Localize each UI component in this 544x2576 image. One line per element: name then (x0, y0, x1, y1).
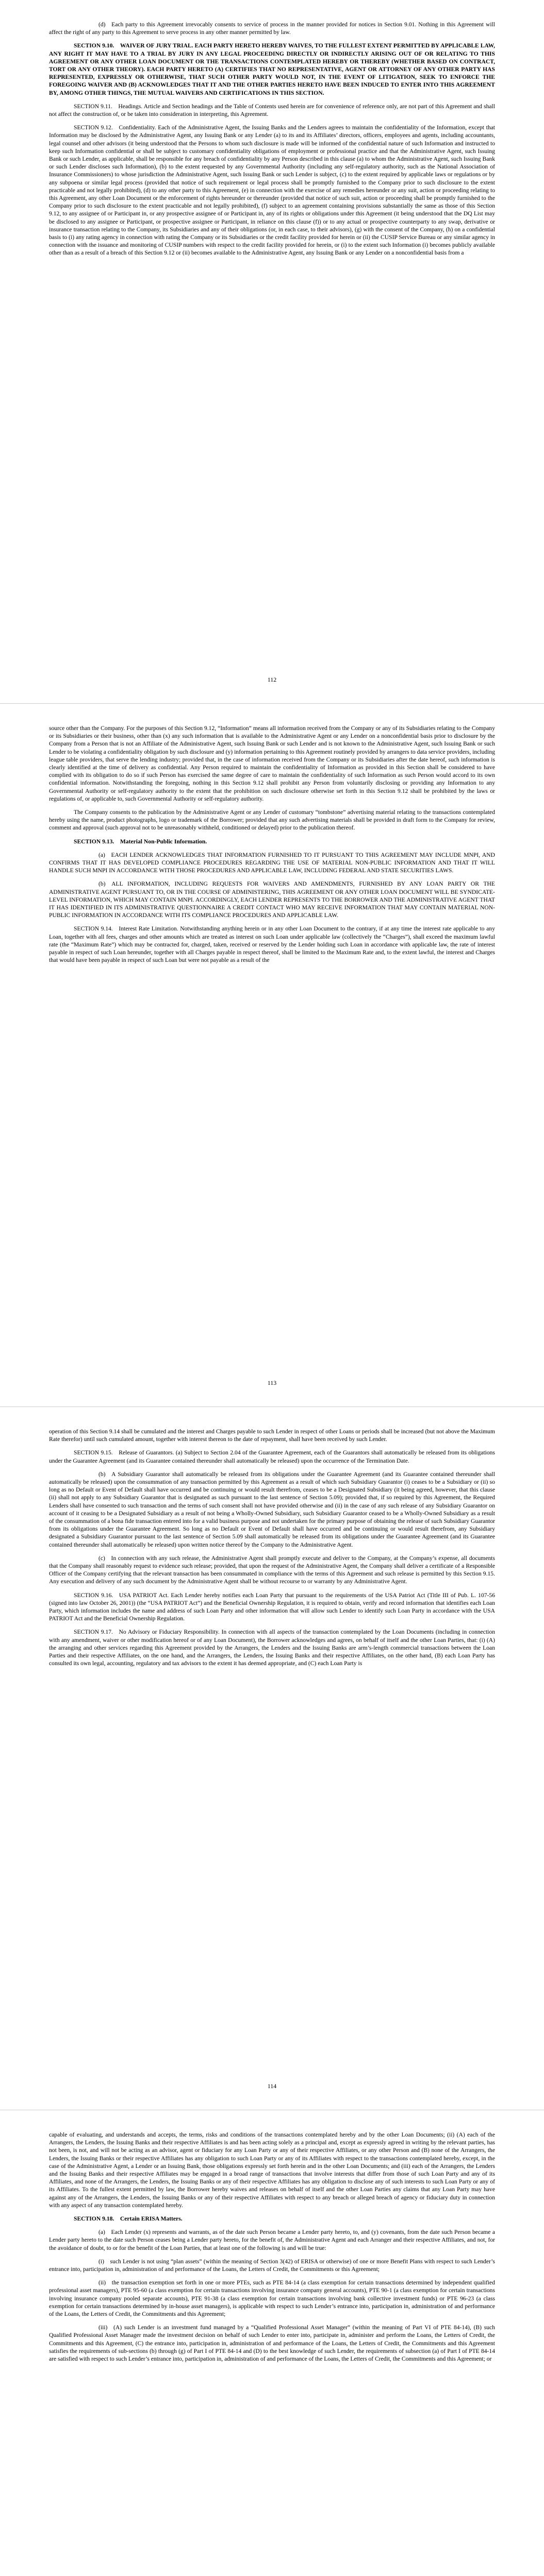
section-9-11-headings: SECTION 9.11. Headings. Article and Section headings and the Table of Contents used herein are for convenience of reference only, are not part of this Agreement and shall not affect the construction of, or be taken into consideration in interpreting, this Agreement. (49, 103, 495, 118)
page-number: 112 (267, 676, 277, 683)
paragraph-tombstone-consent: The Company consents to the publication by the Administrative Agent or any Lender of customary “tombstone” advertising material relating to the transactions contemplated hereby using the name, product photographs, logo or trademark of the Borrower; provided that any such advertising materials shall be provided in draft form to the Company for review, comment and approval (such approval not to be unreasonably withheld, conditioned or delayed) prior to the publication thereof. (49, 809, 495, 832)
paragraph-9-13-a: (a) EACH LENDER ACKNOWLEDGES THAT INFORMATION FURNISHED TO IT PURSUANT TO THIS AGREEMENT MAY INCLUDE MNPI, AND CONFIRMS THAT IT HAS DEVELOPED COMPLIANCE PROCEDURES REGARDING THE USE OF MATERIAL NON-PUBLIC INFORMATION AND THAT IT WILL HANDLE SUCH MNPI IN ACCORDANCE WITH THOSE PROCEDURES AND APPLICABLE LAW, INCLUDING FEDERAL AND STATE SECURITIES LAWS. (49, 851, 495, 874)
paragraph-9-09-d: (d) Each party to this Agreement irrevocably consents to service of process in the manner provided for notices in Section 9.01. Nothing in this Agreement will affect the right of any party to this Agreement to serve process in any other manner permitted by law. (49, 21, 495, 36)
section-9-16-patriot-act: SECTION 9.16. USA PATRIOT Act. Each Lender hereby notifies each Loan Party that pursuant to the requirements of the USA Patriot Act (Title III of Pub. L. 107-56 (signed into law October 26, 2001)) (the “USA PATRIOT Act”) and the Beneficial Ownership Regulation, it is required to obtain, verify and record information that identifies each Loan Party, which information includes the name and address of such Loan Party and other information that will allow such Lender to identify such Loan Party in accordance with the USA PATRIOT Act and the Beneficial Ownership Regulation. (49, 1591, 495, 1622)
paragraph-9-18-a-i: (i) such Lender is not using “plan assets” (within the meaning of Section 3(42) of ERISA or otherwise) of one or more Benefit Plans with respect to such Lender’s entrance into, participation in, administration of and performance of the Loans, the Letters of Credit, the Commitments or this Agreement; (49, 2258, 495, 2273)
page-body (49, 2131, 495, 2368)
paragraph-9-15-c: (c) In connection with any such release, the Administrative Agent shall promptly execute and deliver to the Company, at the Company’s expense, all documents that the Company shall reasonably request to evidence such release; provided, that upon the request of the Administrative Agent, the Company shall deliver a certificate of a Responsible Officer of the Company certifying that the relevant transaction has been consummated in compliance with the terms of this Agreement and such release is permitted by this Section 9.15. Any execution and delivery of any such document by the Administrative Agent shall be without recourse to or warranty by any Administrative Agent. (49, 1554, 495, 1585)
page-number: 113 (267, 1379, 277, 1386)
document-page-113 (0, 703, 544, 1406)
section-9-13-heading: SECTION 9.13. Material Non-Public Information. (74, 838, 207, 845)
page-body (49, 21, 495, 263)
section-9-12-confidentiality: SECTION 9.12. Confidentiality. Each of the Administrative Agent, the Issuing Banks and the Lenders agrees to maintain the confidentiality of the Information, except that Information may be disclosed by the Administrative Agent, any Issuing Bank or any Lender (a) to its and its Affiliates’ directors, officers, employees and agents, including accountants, legal counsel and other advisors (it being understood that the Persons to whom such disclosure is made will be informed of the confidential nature of such Information and instructed to keep such Information confidential or shall be subject to customary confidentiality obligations of employment or professional practice and that the Administrative Agent, such Issuing Bank or such Lender, as applicable, shall be responsible for any breach of confidentiality by any Person described in this clause (a) to whom the Administrative Agent, such Issuing Bank or such Lender discloses such Information), (b) to the extent requested by any Governmental Authority (including any self-regulatory authority, such as the National Association of Insurance Commissioners) to whose jurisdiction the Administrative Agent, such Issuing Bank or such Lender is subject, (c) to the extent required by applicable laws or regulations or by any subpoena or similar legal process (provided that notice of such requirement or legal process shall be promptly furnished to the Company prior to such disclosure to the extent practicable and not legally prohibited), (d) to any other party to this Agreement, (e) in connection with the exercise of any remedies hereunder or any suit, action or proceeding relating to this Agreement, any other Loan Document or the enforcement of rights hereunder or thereunder (provided that notice of such suit, action or proceeding shall be promptly furnished to the Company prior to such disclosure to the extent practicable and not legally prohibited), (f) subject to an agreement containing provisions substantially the same as those of this Section 9.12, to any assignee of or Participant in, or any prospective assignee of or Participant in, any of its rights or obligations under this Agreement (it being understood that the DQ List may be disclosed to any assignee or Participant, or prospective assignee or Participant, in reliance on this clause (f)) or to any actual or prospective counterparty to any swap, derivative or insurance transaction relating to the Company, its Subsidiaries and any of their obligations (or, in each case, to their advisors), (g) with the consent of the Company, (h) on a confidential basis to (i) any rating agency in connection with rating the Company or its Subsidiaries or the credit facility provided for herein or (ii) the CUSIP Service Bureau or any similar agency in connection with the issuance and monitoring of CUSIP numbers with respect to the credit facility provided for herein, or (i) to the extent such Information (i) becomes publicly available other than as a result of a breach of this Section 9.12 or (ii) becomes available to the Administrative Agent, any Issuing Bank or any Lender on a nonconfidential basis from a (49, 124, 495, 257)
paragraph-9-18-a-ii: (ii) the transaction exemption set forth in one or more PTEs, such as PTE 84-14 (a class exemption for certain transactions determined by independent qualified professional asset managers), PTE 95-60 (a class exemption for certain transactions involving insurance company general accounts), PTE 90-1 (a class exemption for certain transactions involving insurance company pooled separate accounts), PTE 91-38 (a class exemption for certain transactions involving bank collective investment funds) or PTE 96-23 (a class exemption for certain transactions determined by in-house asset managers), is applicable with respect to such Lender’s entrance into, participation in, administration of and performance of the Loans, the Letters of Credit, the Commitments and this Agreement; (49, 2279, 495, 2318)
document-page-112 (0, 0, 544, 703)
paragraph-9-18-a: (a) Each Lender (x) represents and warrants, as of the date such Person became a Lender party hereto, to, and (y) covenants, from the date such Person became a Lender party hereto to the date such Person ceases being a Lender party hereto, for the benefit of, the Administrative Agent and each Arranger and their respective Affiliates, and not, for the avoidance of doubt, to or for the benefit of the Loan Parties, that at least one of the following is and will be true: (49, 2229, 495, 2251)
paragraph-9-14-continued: operation of this Section 9.14 shall be cumulated and the interest and Charges payable to such Lender in respect of other Loans or periods shall be increased (but not above the Maximum Rate therefor) until such cumulated amount, together with interest thereon to the date of repayment, shall have been received by such Lender. (49, 1428, 495, 1443)
paragraph-9-15-b: (b) A Subsidiary Guarantor shall automatically be released from its obligations under the Guarantee Agreement (and its Guarantee contained thereunder shall automatically be released) upon the consummation of any transaction permitted by this Agreement as a result of which such Subsidiary Guarantor (i) ceases to be a Subsidiary or (ii) so long as no Default or Event of Default shall have occurred and be continuing or would result therefrom, ceases to be a Designated Subsidiary (it being agreed, however, that this clause (ii) shall not apply to any Subsidiary Guarantor that is designated as such pursuant to the last sentence of Section 5.09); provided that, if so required by this Agreement, the Required Lenders shall have consented to such transaction and the terms of such consent shall not have provided otherwise and (ii) in the case of any such release of any Subsidiary Guarantor on account of it ceasing to be a Designated Subsidiary as a result of not being a Wholly-Owned Subsidiary, such Subsidiary Guarantor ceased to be a Wholly-Owned Subsidiary as a result of the consummation of a bona fide transaction entered into for a valid business purpose and not undertaken for the primary purpose of obtaining the release of such Subsidiary Guarantor from its obligations under the Guarantee Agreement. So long as no Default or Event of Default shall have occurred and be continuing or would result therefrom, any Subsidiary designated a Subsidiary Guarantor pursuant to the last sentence of Section 5.09 shall automatically be released from its obligations under the Guarantee Agreement (and its Guarantee contained thereunder shall automatically be released) upon written notice thereof by the Company to the Administrative Agent. (49, 1470, 495, 1548)
page-body (49, 1428, 495, 1673)
paragraph-information-definition: source other than the Company. For the purposes of this Section 9.12, “Information” means all information received from the Company or any of its Subsidiaries relating to the Company or its Subsidiaries or their business, other than (x) any such information that is available to the Administrative Agent or any Lender on a nonconfidential basis prior to disclosure by the Company from a Person that is not an Affiliate of the Administrative Agent, such Issuing Bank or such Lender and is not known to the Administrative Agent, such Issuing Bank or such Lender to be violating a confidentiality obligation by such disclosure and (y) information pertaining to this Agreement routinely provided by arrangers to data service providers, including league table providers, that serve the lending industry; provided that, in the case of information received from the Company or its Subsidiaries after the date hereof, such information is clearly identified at the time of delivery as confidential. Any Person required to maintain the confidentiality of Information as provided in this Section shall be considered to have complied with its obligation to do so if such Person has exercised the same degree of care to maintain the confidentiality of such Information as such Person would accord to its own confidential information. Notwithstanding the foregoing, nothing in this Section 9.12 shall prohibit any Person from voluntarily disclosing or providing any Information to any Governmental Authority or self-regulatory authority to the extent that the prohibition on such disclosure otherwise set forth in this Section 9.12 shall be prohibited by the laws or regulations of, or applicable to, such Governmental Authority or self-regulatory authority. (49, 725, 495, 802)
section-9-17-no-advisory: SECTION 9.17. No Advisory or Fiduciary Responsibility. In connection with all aspects of the transaction contemplated by the Loan Documents (including in connection with any amendment, waiver or other modification hereof or of any Loan Document), the Borrower acknowledges and agrees, on behalf of itself and the other Loan Parties, that: (i) (A) the arranging and other services regarding this Agreement provided by the Arrangers, the Lenders and the Issuing Banks are arm’s-length commercial transactions between the Loan Parties and their respective Affiliates, on the one hand, and the Arrangers, the Lenders, the Issuing Banks and their respective Affiliates, on the other hand, (B) each Loan Party has consulted its own legal, accounting, regulatory and tax advisors to the extent it has deemed appropriate, and (C) each Loan Party is (49, 1629, 495, 1667)
document-page-115 (0, 2110, 544, 2576)
section-9-10-jury-waiver: SECTION 9.10. WAIVER OF JURY TRIAL. EACH PARTY HERETO HEREBY WAIVES, TO THE FULLEST EXTENT PERMITTED BY APPLICABLE LAW, ANY RIGHT IT MAY HAVE TO A TRIAL BY JURY IN ANY LEGAL PROCEEDING DIRECTLY OR INDIRECTLY ARISING OUT OF OR RELATING TO THIS AGREEMENT OR ANY OTHER LOAN DOCUMENT OR THE TRANSACTIONS CONTEMPLATED HEREBY OR THEREBY (WHETHER BASED ON CONTRACT, TORT OR ANY OTHER THEORY). EACH PARTY HERETO (A) CERTIFIES THAT NO REPRESENTATIVE, AGENT OR ATTORNEY OF ANY OTHER PARTY HAS REPRESENTED, EXPRESSLY OR OTHERWISE, THAT SUCH OTHER PARTY WOULD NOT, IN THE EVENT OF LITIGATION, SEEK TO ENFORCE THE FOREGOING WAIVER AND (B) ACKNOWLEDGES THAT IT AND THE OTHER PARTIES HERETO HAVE BEEN INDUCED TO ENTER INTO THIS AGREEMENT BY, AMONG OTHER THINGS, THE MUTUAL WAIVERS AND CERTIFICATIONS IN THIS SECTION. (49, 42, 495, 96)
paragraph-9-17-continued: capable of evaluating, and understands and accepts, the terms, risks and conditions of the transactions contemplated hereby and by the other Loan Documents; (ii) (A) each of the Arrangers, the Lenders, the Issuing Banks and their respective Affiliates is and has been acting solely as a principal and, except as expressly agreed in writing by the relevant parties, has not been, is not, and will not be acting as an advisor, agent or fiduciary for any Loan Party or any of their respective Affiliates, or any other Person and (B) none of the Arrangers, the Lenders, the Issuing Banks or their respective Affiliates has any obligation to such Loan Party or any of its Affiliates with respect to the transactions contemplated hereby, except, in the case of the Administrative Agent, a Lender or an Issuing Bank, those obligations expressly set forth herein and in the other Loan Documents; and (iii) each of the Arrangers, the Lenders and the Issuing Banks and their respective Affiliates may be engaged in a broad range of transactions that involve interests that differ from those of such Loan Party and any of its Affiliates, and none of the Arrangers, the Lenders, the Issuing Banks or any of their respective Affiliates has any obligation to disclose any of such interests to such Loan Party or any of its Affiliates. To the fullest extent permitted by law, the Borrower hereby waives and releases on behalf of itself and the other Loan Parties any claims that any Loan Party may have against any of the Arrangers, the Lenders, the Issuing Banks or any of their respective Affiliates with respect to any breach or alleged breach of agency or fiduciary duty in connection with any aspect of any transaction contemplated hereby. (49, 2131, 495, 2209)
section-9-14-interest-rate: SECTION 9.14. Interest Rate Limitation. Notwithstanding anything herein or in any other Loan Document to the contrary, if at any time the interest rate applicable to any Loan, together with all fees, charges and other amounts which are treated as interest on such Loan under applicable law (collectively the “Charges”), shall exceed the maximum lawful rate (the “Maximum Rate”) which may be contracted for, charged, taken, received or reserved by the Lender holding such Loan in accordance with applicable law, the rate of interest payable in respect of such Loan hereunder, together with all Charges payable in respect thereof, shall be limited to the Maximum Rate and, to the extent lawful, the interest and Charges that would have been payable in respect of such Loan but were not payable as a result of the (49, 925, 495, 964)
document-page-114 (0, 1406, 544, 2110)
page-body (49, 724, 495, 970)
paragraph-9-18-a-iii: (iii) (A) such Lender is an investment fund managed by a “Qualified Professional Asset Manager” (within the meaning of Part VI of PTE 84-14), (B) such Qualified Professional Asset Manager made the investment decision on behalf of such Lender to enter into, participate in, administer and perform the Loans, the Letters of Credit, the Commitments and this Agreement, (C) the entrance into, participation in, administration of and performance of the Loans, the Letters of Credit, the Commitments and this Agreement satisfies the requirements of sub-sections (b) through (g) of Part I of PTE 84-14 and (D) to the best knowledge of such Lender, the requirements of subsection (a) of Part I of PTE 84-14 are satisfied with respect to such Lender’s entrance into, participation in, administration of and performance of the Loans, the Letters of Credit, the Commitments and this Agreement; or (49, 2324, 495, 2363)
section-9-18-heading: SECTION 9.18. Certain ERISA Matters. (74, 2215, 183, 2223)
paragraph-9-13-b: (b) ALL INFORMATION, INCLUDING REQUESTS FOR WAIVERS AND AMENDMENTS, FURNISHED BY ANY LOAN PARTY OR THE ADMINISTRATIVE AGENT PURSUANT TO, OR IN THE COURSE OF ADMINISTERING, THIS AGREEMENT OR ANY OTHER LOAN DOCUMENT WILL BE SYNDICATE-LEVEL INFORMATION, WHICH MAY CONTAIN MNPI. ACCORDINGLY, EACH LENDER REPRESENTS TO THE BORROWER AND THE ADMINISTRATIVE AGENT THAT IT HAS IDENTIFIED IN ITS ADMINISTRATIVE QUESTIONNAIRE A CREDIT CONTACT WHO MAY RECEIVE INFORMATION THAT MAY CONTAIN MATERIAL NON-PUBLIC INFORMATION IN ACCORDANCE WITH ITS COMPLIANCE PROCEDURES AND APPLICABLE LAW. (49, 880, 495, 919)
section-9-15-release: SECTION 9.15. Release of Guarantors. (a) Subject to Section 2.04 of the Guarantee Agreement, each of the Guarantors shall automatically be released from its obligations under the Guarantee Agreement (and its Guarantee contained thereunder shall automatically be released) upon the occurrence of the Termination Date. (49, 1449, 495, 1464)
page-number: 114 (267, 2082, 277, 2090)
